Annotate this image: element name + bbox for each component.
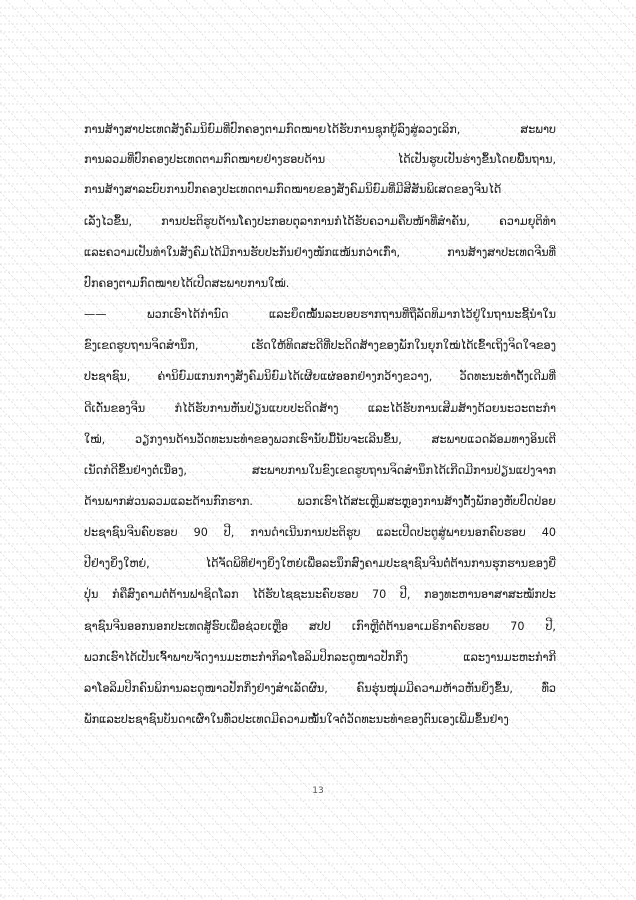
- body-text-line: ການສ້າງສາປະເທດສັງຄົມນິຍົມທີ່ປົກຄອງຕາມກົດໝາຍໄດ້ຮັບການຊຸກຍູ້ລົງສູ່ລວງເລິກ, ສະພາບ: [84, 123, 556, 136]
- body-text-line: ດີເດັ່ນຂອງຈີນ ກໍໄດ້ຮັບການຫັນປ່ຽນແບບປະດິດສ້າງ ແລະໄດ້ຮັບການເສີມສ້າງດ້ວຍນະວະຕະກຳ: [84, 402, 556, 415]
- body-text-line: ຊາຊົນຈີນອອກນອກປະເທດສູ້ຮົບເພື່ອຊ່ວຍເຫຼືອ ສປປ ເກົາຫຼີຕໍ່ຕ້ານອາເມຣິກາຄົບຮອບ 70 ປີ,: [84, 620, 556, 633]
- body-text-line: ເນັດກໍດີຂຶ້ນຢ່າງຕໍ່ເນື່ອງ, ສະພາບການໃນຂົງເຂດຮູບຖານຈິດສຳນຶກໄດ້ເກີດມີການປ່ຽນແປງຈາກ: [84, 464, 556, 477]
- body-text-line: ການສ້າງສາລະບົບການປົກຄອງປະເທດຕາມກົດໝາຍຂອງສັງຄົມນິຍົມທີ່ມີສີສັນພິເສດຂອງຈີນໄດ້: [84, 183, 502, 196]
- body-text-line: ເລັ່ງໄວຂຶ້ນ, ການປະຕິຮູບດ້ານໂຄງປະກອບຕຸລາການກໍໄດ້ຮັບຄວາມຄືບໜ້າທີ່ສຳຄັນ, ຄວາມຍຸຕິທຳ: [84, 215, 556, 228]
- body-text-line: ປົກຄອງຕາມກົດໝາຍໄດ້ເປີດສະພາບການໃໝ່.: [84, 277, 290, 290]
- body-text-line: ຂົງເຂດຮູບຖານຈິດສຳນຶກ, ເຮັດໃຫ້ທິດສະດີທີ່ປະດິດສ້າງຂອງພັກໃນຍຸກໃໝ່ໄດ້ເຂົ້າເຖິງຈິດໃຈຂອງ: [84, 339, 556, 352]
- body-text-line: ປຸ່ນ ກໍຄືສົງຄາມຕໍ່ຕ້ານຟາຊິດໂລກ ໄດ້ຮັບໄຊຊະນະຄົບຮອບ 70 ປີ, ກອງທະຫານອາສາສະໝັກປະ: [84, 588, 556, 601]
- body-text-line: [84, 738, 556, 764]
- body-text-line: ປີຢ່າງຍິ່ງໃຫຍ່, ໄດ້ຈັດພິທີຢ່າງຍິ່ງໃຫຍ່ເພື່ອລະນຶກສົງຄາມປະຊາຊົນຈີນຕໍ່ຕ້ານການຮຸກຮານຂອງຍີ່: [84, 557, 556, 570]
- body-text-line: ພວກເຮົາໄດ້ເປັນເຈົ້າພາບຈັດງານມະຫະກຳກິລາໂອລິມປິກລະດູໜາວປັກກິ່ງ ແລະງານມະຫະກຳກີ: [84, 651, 556, 664]
- body-text-line: ແລະຄວາມເປັນທຳໃນສັງຄົມໄດ້ມີການຮັບປະກັນຢ່າງໜັກແໜ້ນກວ່າເກົ່າ, ການສ້າງສາປະເທດຈີນທີ່: [84, 246, 556, 259]
- body-text-line: ປະຊາຊົນຈີນຄົບຮອບ 90 ປີ, ການດຳເນີນການປະຕິຮູບ ແລະເປີດປະຕູສູ່ພາຍນອກຄົບຮອບ 40: [84, 526, 556, 539]
- body-text-line: ລາໂອລິມປິກຄົນພິການລະດູໜາວປັກກິ່ງຢ່າງສຳເລັດຜົນ, ຄົນຮຸ່ນໜຸ່ມມີຄວາມຫ້າວຫັນຍິ່ງຂຶ້ນ, ທົ່ວ: [84, 682, 556, 695]
- body-text-line: ພັກແລະປະຊາຊົນບັນດາເຜົ່າໃນທົ່ວປະເທດມີຄວາມໝັ້ນໃຈຕໍ່ວັດທະນະທຳຂອງຕົນເອງເພີ່ມຂຶ້ນຢ່າງ: [84, 713, 509, 726]
- page-number: 13: [312, 786, 324, 796]
- body-text-line: ປະຊາຊົນ, ຄ່ານິຍົມແກນກາງສັງຄົມນິຍົມໄດ້ເຜີຍແຜ່ອອກຢ່າງກວ້າງຂວາງ, ວັດທະນະທຳດັ້ງເດີມທີ່: [84, 370, 556, 383]
- body-text-line: ໃໝ່, ວຽກງານດ້ານວັດທະນະທຳຂອງພວກເຮົານັບມື້ນັບຈະເລີນຂຶ້ນ, ສະພາບແວດລ້ອມທາງອິນເຕີ: [84, 433, 556, 446]
- body-text-line: ການລວມທີ່ປົກຄອງປະເທດຕາມກົດໝາຍຢ່າງຮອບດ້ານ ໄດ້ເປັນຮູບເປັນຮ່າງຂຶ້ນໂດຍພື້ນຖານ,: [84, 153, 556, 166]
- body-text-line: —— ພວກເຮົາໄດ້ກຳນົດ ແລະຍຶດໝັ້ນລະບອບຮາກຖານທີ່ຖືລັດທິມາກໄວ້ຢູ່ໃນຖານະຊີ້ນຳໃນ: [84, 308, 556, 321]
- body-text-line: ດ້ານພາກສ່ວນລວມແລະດ້ານກົກຮາກ. ພວກເຮົາໄດ້ສະເຫຼີມສະຫຼອງການສ້າງຕັ້ງພັກອງຫັບປົດປ່ອຍ: [84, 495, 556, 508]
